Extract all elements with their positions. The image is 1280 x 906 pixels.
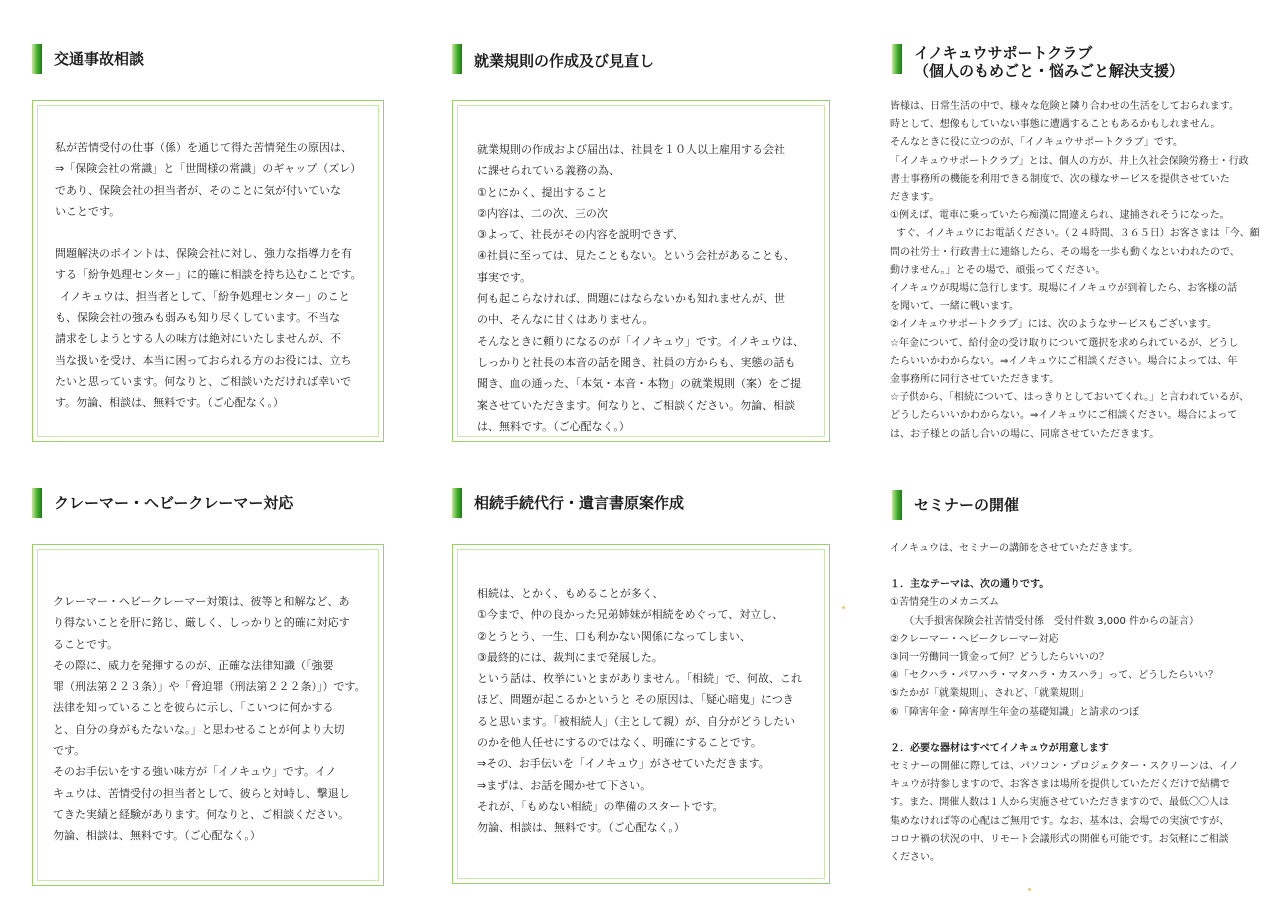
text-line: ☆子供から、「相続について、はっきりとしておいてくれ。」と言われているが、 <box>890 392 1250 404</box>
text-line: ④社員に至っては、見たこともない。という会社があることも、 <box>477 249 795 263</box>
text-line: イノキュウは、担当者として、「紛争処理センター」のこと <box>60 289 350 303</box>
heading-bar-icon <box>892 44 902 74</box>
text-line: どうしたらいいかわからない。⇒イノキュウにご相談ください。場合によって <box>890 410 1238 422</box>
text-line: てきた実績と経験があります。何なりと、ご相談ください。 <box>53 807 350 821</box>
text-line: ③同一労働同一賃金って何？どうしたらいいの？ <box>890 652 1109 664</box>
text-line: キュウは、苦情受付の担当者として、彼らと対峙し、撃退し <box>53 786 350 800</box>
heading-work-rules <box>452 44 654 74</box>
seminar-subheading-equipment: ２．必要な器材はすべてイノキュウが用意します <box>890 742 1109 754</box>
claimer-text <box>53 591 366 847</box>
text-line: という話は、枚挙にいとまがありません。「相続」で、何故、これ <box>477 672 802 686</box>
text-line: 案させていただきます。何なりと、ご相談ください。勿論、相談 <box>477 398 796 412</box>
text-line: 事実です。 <box>477 270 532 284</box>
text-line: 私が苦情受付の仕事（係）を通じて得た苦情発生の原因は、 <box>55 141 352 154</box>
text-line: いことです。 <box>55 204 121 218</box>
inherit-text <box>477 583 802 839</box>
text-line: を聞いて、一緒に戦います。 <box>890 301 1019 313</box>
text-line: その際に、威力を発揮するのが、正確な法律知識（「強要 <box>53 658 334 672</box>
heading-inheritance <box>452 488 684 518</box>
heading-title: 相続手続代行・遺言書原案作成 <box>474 494 685 512</box>
text-line: する「紛争処理センター」に的確に相談を持ち込むことです。 <box>55 268 362 282</box>
text-line: 金事務所に同行させていただきます。 <box>890 374 1060 386</box>
text-line: ④「セクハラ・パワハラ・マタハラ・カスハラ」って、どうしたらいい？ <box>890 670 1219 682</box>
text-line: ①今まで、仲の良かった兄弟姉妹が相続をめぐって、対立し、 <box>477 608 784 622</box>
text-line: コロナ禍の状況の中、リモート会議形式の開催も可能です。お気軽にご相談 <box>890 833 1229 845</box>
text-line: たいと思っています。何なりと、ご相談いただければ幸いで <box>55 374 352 388</box>
content-box-traffic-accident <box>32 100 384 442</box>
text-line: 集めなければ等の心配はご無用です。なお、基本は、会場での実演ですが、 <box>890 815 1230 827</box>
text-line: 法律を知っていることを彼らに示し、「こいつに何かする <box>53 701 334 715</box>
text-line: 聞き、血の通った、「本気・本音・本物」の就業規則（案）をご提 <box>477 377 802 391</box>
text-line: （大手損害保険会社苦情受付係 受付件数 3,000 件からの証言） <box>904 615 1199 627</box>
text-line: ☆年金について、給付金の受け取りについて選択を求められているが、どうし <box>890 337 1239 349</box>
text-line: ③よって、社長がその内容を説明できず、 <box>477 228 684 242</box>
text-line: す。勿論、相談は、無料です。（ご心配なく。） <box>55 396 285 410</box>
content-box-claimer <box>32 544 384 886</box>
text-line: ると思います。「被相続人」（主として親）が、自分がどうしたい <box>477 714 796 728</box>
text-line: の中、そんなに甘くはありません。 <box>477 313 654 327</box>
text-line: です。 <box>53 744 86 758</box>
text-line: 当な扱いを受け、本当に困っておられる方のお役には、立ち <box>55 353 352 367</box>
seminar-equipment-text <box>890 758 1239 867</box>
heading-title: 就業規則の作成及び見直し <box>474 52 655 70</box>
heading-title-block <box>914 44 1184 80</box>
text-line: ②内容は、二の次、三の次 <box>477 206 608 220</box>
heading-bar-icon <box>452 488 462 518</box>
text-line: ②イノキュウサポートクラブ」には、次のようなサービスもございます。 <box>890 319 1217 331</box>
text-line: り得ないことを肝に銘じ、厳しく、しっかりと的確に対応す <box>53 616 350 630</box>
text-line: しっかりと社長の本音の話を聞き、社員の方からも、実態の話も <box>477 355 796 369</box>
text-line: は、お子様との話し合いの場に、同席させていただきます。 <box>890 428 1160 440</box>
rules-text <box>477 139 804 437</box>
text-line: す。また、開催人数は１人から実施させていただきますので、最低〇〇人は <box>890 797 1229 809</box>
text-line: 時として、想像もしていない事態に遭遇することもあるかもしれません。 <box>890 119 1221 131</box>
text-line: すぐ、イノキュウにお電話ください。（２４時間、３６５日）お客さまは「今、顧 <box>896 228 1260 240</box>
text-line: ⇒その、お手伝いを「イノキュウ」がさせていただきます。 <box>477 757 770 771</box>
text-line: に課せられている義務の為、 <box>477 164 620 178</box>
text-line: ⑥「障害年金・障害厚生年金の基礎知識」と請求のつぼ <box>890 706 1139 718</box>
text-line: は、無料です。（ご心配なく。） <box>477 419 630 433</box>
text-line: たらいいかわからない。⇒イノキュウにご相談ください。場合によっては、年 <box>890 355 1238 367</box>
text-line: 何も起こらなければ、問題にはならないかも知れませんが、世 <box>477 292 785 306</box>
text-line: 動けません。」とその場で、頑張ってください。 <box>890 264 1106 276</box>
text-line: 皆様は、日常生活の中で、様々な危険と隣り合わせの生活をしておられます。 <box>890 101 1239 112</box>
heading-title: 交通事故相談 <box>54 50 145 68</box>
heading-claimer <box>32 488 293 518</box>
text-line: も、保険会社の強みも弱みも知り尽くしています。不当な <box>55 311 341 325</box>
heading-bar-icon <box>452 44 462 74</box>
heading-bar-icon <box>32 44 42 74</box>
text-line: そんなときに役に立つのが、「イノキュウサポートクラブ」です。 <box>890 137 1183 149</box>
seminar-intro: イノキュウは、セミナーの講師をさせていただきます。 <box>890 543 1139 554</box>
text-line: ②とうとう、一生、口も利かない関係になってしまい、 <box>477 629 751 643</box>
text-line: 「イノキュウサポートクラブ」とは、個人の方が、井上久社会保険労務士・行政 <box>890 155 1249 167</box>
text-line: 書士事務所の機能を利用できる制度で、次の様なサービスを提供させていた <box>890 173 1230 185</box>
text-line: であり、保険会社の担当者が、そのことに気が付いていな <box>55 183 341 197</box>
heading-title: イノキュウサポートクラブ <box>914 44 1093 62</box>
text-line: クレーマー・ヘビークレーマー対策は、彼等と和解など、あ <box>53 595 350 608</box>
paper-speck <box>1028 888 1031 891</box>
text-line: 相続は、とかく、もめることが多く、 <box>477 587 664 600</box>
text-line: セミナーの開催に際しては、パソコン・プロジェクター・スクリーンは、イノ <box>890 761 1239 773</box>
traffic-text <box>55 137 362 414</box>
content-box-work-rules <box>452 100 830 442</box>
heading-title: クレーマー・ヘビークレーマー対応 <box>54 494 294 512</box>
seminar-subheading-themes: １．主なテーマは、次の通りです。 <box>890 579 1050 591</box>
text-line: 請求をしようとする人の味方は絶対にいたしませんが、不 <box>55 332 341 346</box>
heading-title: セミナーの開催 <box>914 496 1020 514</box>
text-line: ください。 <box>890 852 940 864</box>
text-line: ⑤たかが「就業規則」、されど、「就業規則」 <box>890 688 1089 700</box>
text-line: イノキュウが現場に急行します。現場にイノキュウが到着したら、お客様の話 <box>890 283 1238 295</box>
seminar-text <box>890 540 1239 867</box>
text-line: ①苦情発生のメカニズム <box>890 597 999 609</box>
heading-subtitle: （個人のもめごと・悩みごと解決支援） <box>914 62 1185 80</box>
heading-support-club <box>892 44 1184 80</box>
heading-bar-icon <box>32 488 42 518</box>
text-line: ①とにかく、提出すること <box>477 185 608 199</box>
text-line: 勿論、相談は、無料です。（ご心配なく。） <box>477 821 685 835</box>
content-box-inheritance <box>452 544 830 884</box>
text-line: ①例えば、電車に乗っていたら痴漢に間違えられ、逮捕されそうになった。 <box>890 210 1230 222</box>
text-line: のかを他人任せにするのではなく、明確にすることです。 <box>477 736 762 750</box>
support-club-text <box>890 98 1260 444</box>
text-line: と、自分の身がもたないな。」と思わせることが何より大切 <box>53 722 345 736</box>
text-line: そのお手伝いをする強い味方が「イノキュウ」です。イノ <box>53 765 337 779</box>
heading-traffic-accident <box>32 44 144 74</box>
text-line: ③最終的には、裁判にまで発展した。 <box>477 650 663 664</box>
text-line: ることです。 <box>53 637 119 651</box>
text-line: だきます。 <box>890 192 940 204</box>
heading-bar-icon <box>892 490 902 520</box>
text-line: それが、「もめない相続」の準備のスタートです。 <box>477 799 724 813</box>
text-line: キュウが持参しますので、お客さまは場所を提供していただくだけで結構で <box>890 779 1230 791</box>
text-line: ⇒まずは、お話を聞かせて下さい。 <box>477 778 652 792</box>
paper-speck <box>842 606 845 609</box>
text-line: 就業規則の作成および届出は、社員を１０人以上雇用する会社 <box>477 143 785 156</box>
text-line: ⇒「保険会社の常識」と「世間様の常識」のギャップ（ズレ） <box>55 162 362 176</box>
text-line: 問題解決のポイントは、保険会社に対し、強力な指導力を有 <box>55 247 352 261</box>
text-line: ②クレーマー・ヘビークレーマー対応 <box>890 633 1059 645</box>
text-line: ほど、問題が起こるかというと その原因は、「疑心暗鬼」につき <box>477 693 794 707</box>
text-line: 罪（刑法第２２３条）」や「脅迫罪（刑法第２２２条）」）です。 <box>53 680 366 694</box>
seminar-theme-list <box>890 594 1239 721</box>
text-line: 勿論、相談は、無料です。（ご心配なく。） <box>53 829 261 843</box>
text-line: 問の社労士・行政書士に連絡したら、その場を一歩も動くなといわれたので、 <box>890 246 1240 258</box>
heading-seminar <box>892 490 1019 520</box>
text-line: そんなときに頼りになるのが「イノキュウ」です。イノキュウは、 <box>477 334 804 348</box>
